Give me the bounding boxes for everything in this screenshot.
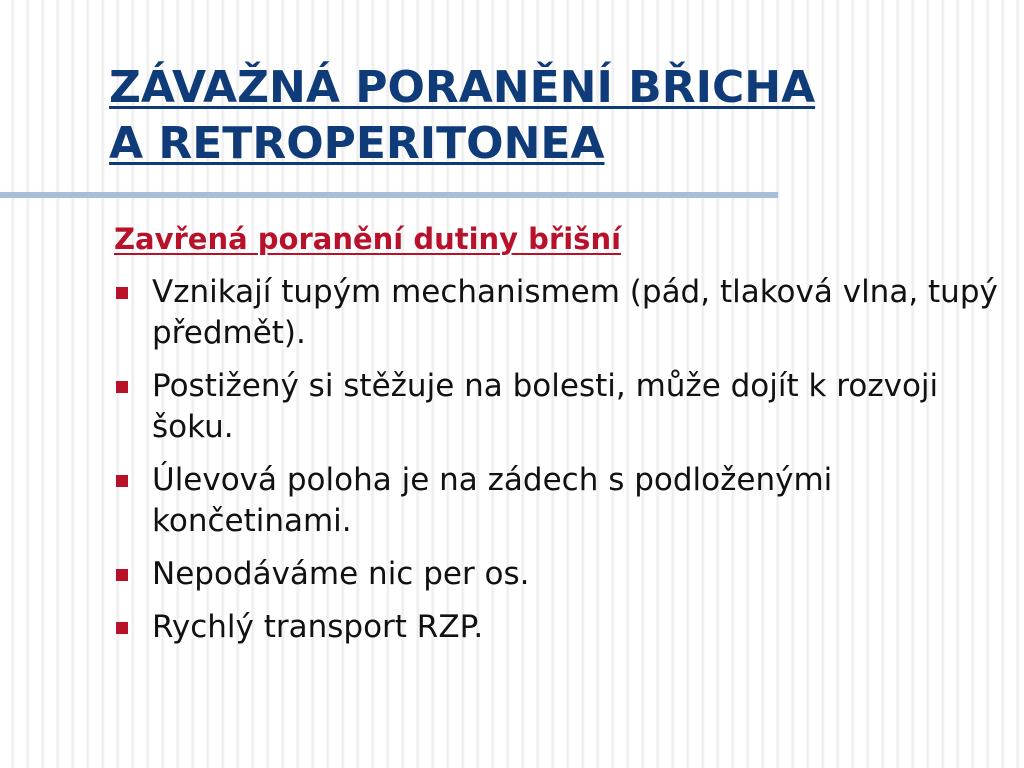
slide-title bbox=[109, 60, 989, 172]
bullet-list bbox=[114, 272, 1004, 660]
square-bullet-icon bbox=[116, 569, 128, 581]
title-line-1: ZÁVAŽNÁ PORANĚNÍ BŘICHA bbox=[109, 62, 816, 113]
bullet-text: Úlevová poloha je na zádech s podloženými končetinami. bbox=[152, 462, 833, 539]
bullet-text: Rychlý transport RZP. bbox=[152, 609, 484, 645]
bullet-text: Nepodáváme nic per os. bbox=[152, 556, 530, 592]
square-bullet-icon bbox=[116, 287, 128, 299]
section-subtitle: Zavřená poranění dutiny břišní bbox=[114, 222, 622, 256]
bullet-item bbox=[114, 366, 1004, 448]
bullet-item bbox=[114, 272, 1004, 354]
bullet-item bbox=[114, 460, 1004, 542]
square-bullet-icon bbox=[116, 475, 128, 487]
square-bullet-icon bbox=[116, 381, 128, 393]
title-divider bbox=[0, 192, 778, 198]
bullet-item bbox=[114, 554, 1004, 595]
bullet-item bbox=[114, 607, 1004, 648]
title-line-2: A RETROPERITONEA bbox=[109, 118, 605, 169]
bullet-text: Vznikají tupým mechanismem (pád, tlaková vlna, tupý předmět). bbox=[152, 274, 998, 351]
bullet-text: Postižený si stěžuje na bolesti, může dojít k rozvoji šoku. bbox=[152, 368, 939, 445]
square-bullet-icon bbox=[116, 622, 128, 634]
